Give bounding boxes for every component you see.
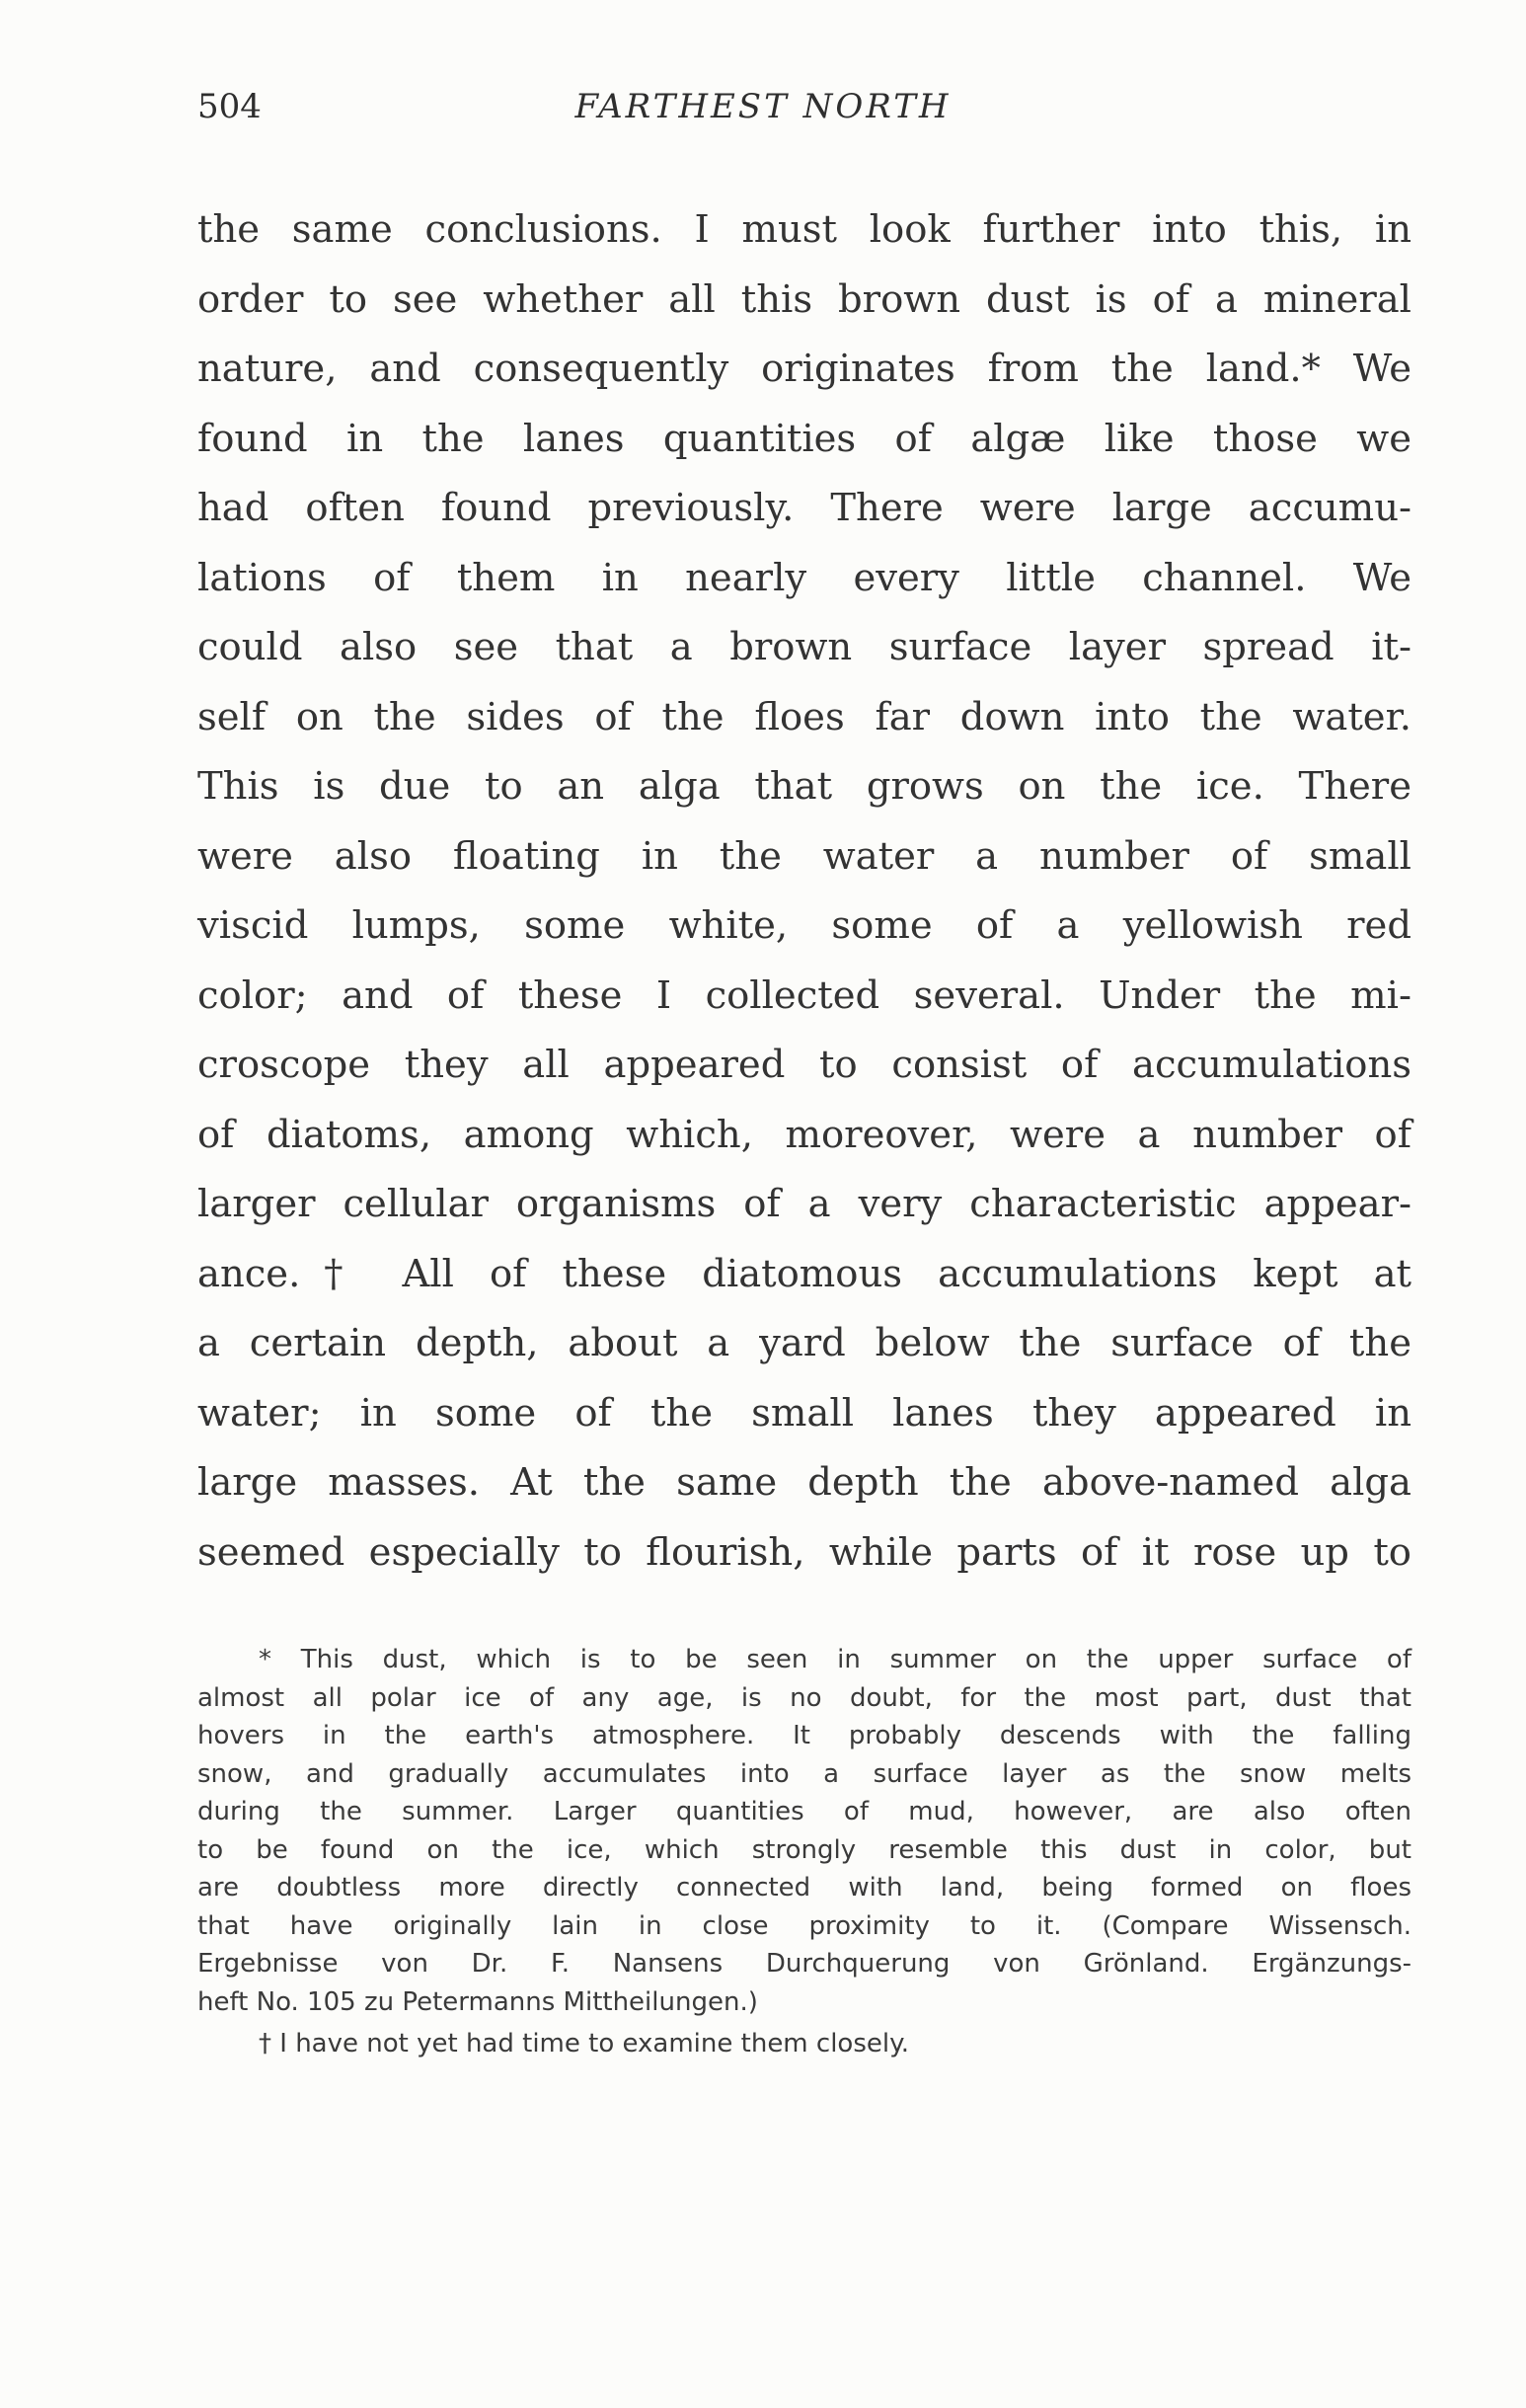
footnote-line: almost all polar ice of any age, is no doubt, for the most part, dust that (197, 1682, 1412, 1713)
text-line: a certain depth, about a yard below the surface of the (197, 1321, 1412, 1365)
footnote-line: Ergebnisse von Dr. F. Nansens Durchquerung von Grönland. Ergänzungs- (197, 1949, 1412, 1979)
text-line: large masses. At the same depth the above-named alga (197, 1460, 1412, 1505)
page-number: 504 (197, 87, 262, 126)
text-line: could also see that a brown surface layer spread it- (197, 625, 1412, 669)
text-line: found in the lanes quantities of algæ like those we (197, 416, 1412, 461)
footnote-line: that have originally lain in close proximity to it. (Compare Wissensch. (197, 1910, 1412, 1941)
running-title: FARTHEST NORTH (574, 87, 952, 126)
text-line: ance.† All of these diatomous accumulations kept at (197, 1251, 1412, 1296)
text-line: color; and of these I collected several. Under the mi- (197, 972, 1412, 1018)
page-header (0, 87, 1526, 146)
footnote-dagger: † I have not yet had time to examine them closely. (259, 2029, 910, 2058)
text-line: order to see whether all this brown dust is of a mineral (197, 276, 1412, 322)
main-text (197, 195, 1412, 1588)
footnote-line: are doubtless more directly connected with land, being formed on floes (197, 1873, 1412, 1903)
text-line: seemed especially to flourish, while parts of it rose up to (197, 1529, 1412, 1575)
text-line: nature, and consequently originates from the land.* We (197, 347, 1412, 391)
text-line: water; in some of the small lanes they appeared in (197, 1390, 1412, 1436)
footnote-line: to be found on the ice, which strongly resemble this dust in color, but (197, 1834, 1412, 1865)
text-line: had often found previously. There were large accumu- (197, 486, 1412, 530)
footnote-line: snow, and gradually accumulates into a surface layer as the snow melts (197, 1758, 1412, 1789)
footnote-line: hovers in the earth's atmosphere. It probably descends with the falling (197, 1721, 1412, 1750)
text-line: croscope they all appeared to consist of accumulations (197, 1043, 1412, 1087)
footnote-line: * This dust, which is to be seen in summer on the upper surface of (259, 1645, 1412, 1674)
footnote-line: heft No. 105 zu Petermanns Mittheilungen.) (197, 1986, 758, 2017)
footnotes (197, 1641, 1412, 2063)
text-line: self on the sides of the floes far down into the water. (197, 694, 1412, 739)
text-line: were also floating in the water a number of small (197, 833, 1412, 879)
text-line: This is due to an alga that grows on the ice. There (197, 764, 1412, 809)
text-line: larger cellular organisms of a very characteristic appear- (197, 1182, 1412, 1226)
text-line: lations of them in nearly every little channel. We (197, 555, 1412, 600)
footnote-line: during the summer. Larger quantities of mud, however, are also often (197, 1797, 1412, 1826)
text-line: the same conclusions. I must look further into this, in (197, 207, 1412, 252)
text-line: viscid lumps, some white, some of a yellowish red (197, 903, 1412, 948)
text-line: of diatoms, among which, moreover, were a number of (197, 1112, 1412, 1157)
